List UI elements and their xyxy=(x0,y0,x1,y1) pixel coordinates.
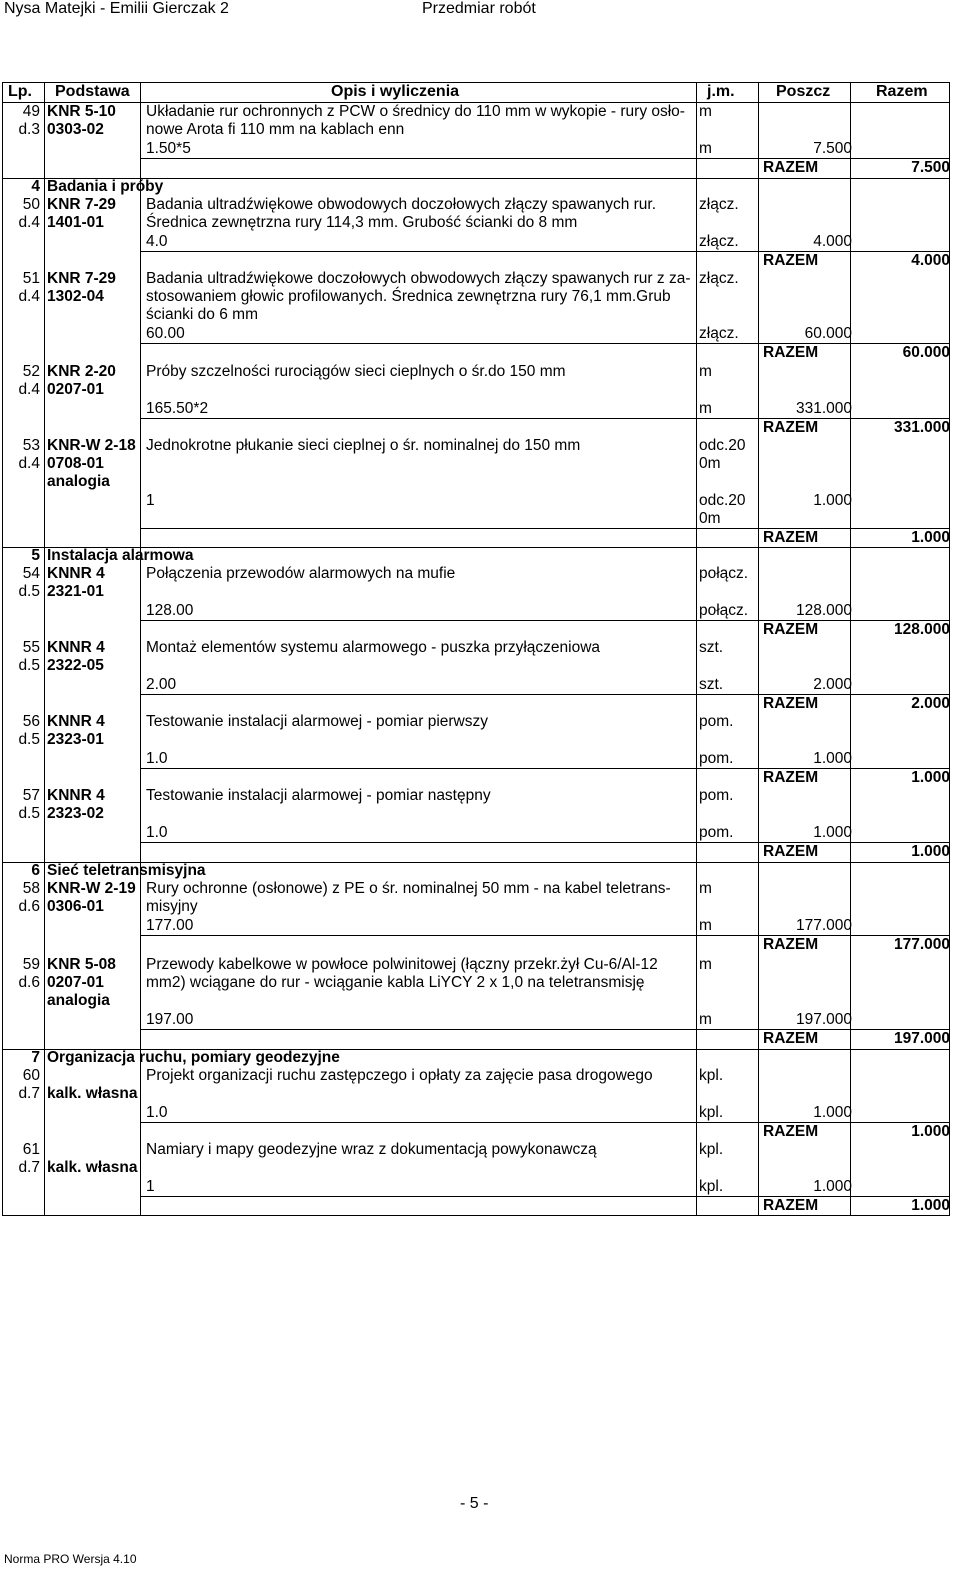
row-unit: odc.20 xyxy=(699,437,746,454)
row-basis: KNNR 4 xyxy=(47,787,105,804)
row-razem-value: 128.000 xyxy=(893,621,950,638)
row-basis-code: 1302-04 xyxy=(47,288,104,305)
row-razem-value: 1.000 xyxy=(911,1197,950,1214)
row-partial-value: 7.500 xyxy=(813,140,852,157)
row-basis-code: kalk. własna xyxy=(47,1159,138,1176)
row-unit: m xyxy=(699,103,712,120)
row-description: Jednokrotne płukanie sieci cieplnej o śr. nominalnej do 150 mm xyxy=(146,437,581,454)
row-partial-value: 2.000 xyxy=(813,676,852,693)
row-razem-label: RAZEM xyxy=(763,344,819,361)
col-opis: Opis i wyliczenia xyxy=(331,83,460,100)
row-lp: 59 xyxy=(22,956,40,973)
row-lp: 51 xyxy=(22,270,40,287)
row-calculation: 2.00 xyxy=(146,676,177,693)
row-calculation: 128.00 xyxy=(146,602,194,619)
row-razem-label: RAZEM xyxy=(763,529,819,546)
row-basis-code: 2323-02 xyxy=(47,805,104,822)
row-razem-value: 1.000 xyxy=(911,843,950,860)
row-unit: pom. xyxy=(699,787,734,804)
row-divider xyxy=(2,1215,950,1216)
row-description: Przewody kabelkowe w powłoce polwinitowej (łączny przekr.żył Cu-6/Al-12 xyxy=(146,956,658,973)
row-description: Projekt organizacji ruchu zastępczego i opłaty za zajęcie pasa drogowego xyxy=(146,1067,653,1084)
row-description: Połączenia przewodów alarmowych na mufie xyxy=(146,565,456,582)
row-basis-code: 0708-01 xyxy=(47,455,104,472)
row-razem-label: RAZEM xyxy=(763,936,819,953)
row-basis: KNR 2-20 xyxy=(47,363,116,380)
row-divider xyxy=(140,343,950,344)
section-title: Badania i próby xyxy=(47,178,164,195)
row-razem-label: RAZEM xyxy=(763,769,819,786)
row-basis-code: 0207-01 xyxy=(47,381,104,398)
section-title: Instalacja alarmowa xyxy=(47,547,194,564)
row-unit: m xyxy=(699,880,712,897)
row-basis: KNR 5-10 xyxy=(47,103,116,120)
row-unit: złącz. xyxy=(699,270,739,287)
row-basis: KNNR 4 xyxy=(47,639,105,656)
row-basis: KNR 7-29 xyxy=(47,196,116,213)
row-basis-code: 2323-01 xyxy=(47,731,104,748)
row-unit: kpl. xyxy=(699,1141,724,1158)
row-basis-code: 1401-01 xyxy=(47,214,104,231)
row-basis-note: analogia xyxy=(47,473,110,490)
row-partial-value: 1.000 xyxy=(813,1178,852,1195)
header-title: Przedmiar robót xyxy=(422,0,536,17)
row-calculation: 4.0 xyxy=(146,233,168,250)
row-lp-chapter: d.4 xyxy=(18,214,40,231)
row-basis-code: 2321-01 xyxy=(47,583,104,600)
row-razem-label: RAZEM xyxy=(763,843,819,860)
row-razem-value: 197.000 xyxy=(893,1030,950,1047)
row-description-line: ścianki do 6 mm xyxy=(146,306,258,323)
row-lp-chapter: d.5 xyxy=(18,657,40,674)
row-partial-value: 197.000 xyxy=(795,1011,852,1028)
row-description-line: stosowaniem głowic profilowanych. Średnica zewnętrzna rury 76,1 mm.Grub xyxy=(146,288,671,305)
row-calculation: 1.0 xyxy=(146,824,168,841)
row-unit: pom. xyxy=(699,713,734,730)
row-unit: m xyxy=(699,363,712,380)
row-divider xyxy=(140,935,950,936)
row-razem-value: 1.000 xyxy=(911,529,950,546)
row-partial-value: 4.000 xyxy=(813,233,852,250)
row-basis-code: 2322-05 xyxy=(47,657,104,674)
row-divider xyxy=(140,694,950,695)
row-lp: 58 xyxy=(22,880,40,897)
row-basis: KNNR 4 xyxy=(47,713,105,730)
row-divider xyxy=(140,1029,950,1030)
column-divider xyxy=(44,82,45,1215)
row-calculation: 1.0 xyxy=(146,750,168,767)
page-header xyxy=(0,0,960,20)
row-calc-unit: połącz. xyxy=(699,602,749,619)
row-description: Namiary i mapy geodezyjne wraz z dokumentacją powykonawczą xyxy=(146,1141,597,1158)
row-partial-value: 60.000 xyxy=(804,325,852,342)
row-description-line: mm2) wciągane do rur - wciąganie kabla LiYCY 2 x 1,0 na teletransmisję xyxy=(146,974,645,991)
row-description: Montaż elementów systemu alarmowego - puszka przyłączeniowa xyxy=(146,639,601,656)
row-description-line: nowe Arota fi 110 mm na kablach enn xyxy=(146,121,405,138)
row-razem-label: RAZEM xyxy=(763,1123,819,1140)
row-calculation: 165.50*2 xyxy=(146,400,209,417)
row-lp-chapter: d.4 xyxy=(18,455,40,472)
row-divider xyxy=(140,251,950,252)
row-divider xyxy=(140,1196,950,1197)
section-number: 4 xyxy=(31,178,40,195)
row-unit: złącz. xyxy=(699,196,739,213)
row-unit: szt. xyxy=(699,639,724,656)
row-unit-cont: 0m xyxy=(699,455,721,472)
row-divider xyxy=(140,528,950,529)
row-description: Układanie rur ochronnych z PCW o średnicy do 110 mm w wykopie - rury osło- xyxy=(146,103,685,120)
row-divider xyxy=(140,842,950,843)
row-partial-value: 1.000 xyxy=(813,750,852,767)
row-razem-value: 331.000 xyxy=(893,419,950,436)
row-razem-label: RAZEM xyxy=(763,159,819,176)
row-basis: KNR 7-29 xyxy=(47,270,116,287)
col-jm: j.m. xyxy=(707,83,735,100)
row-description-line: Średnica zewnętrzna rury 114,3 mm. Grubość ścianki do 8 mm xyxy=(146,214,578,231)
row-description: Badania ultradźwiękowe obwodowych doczołowych złączy spawanych rur. xyxy=(146,196,657,213)
row-lp-chapter: d.7 xyxy=(18,1159,40,1176)
row-calculation: 1 xyxy=(146,1178,155,1195)
row-calc-unit: kpl. xyxy=(699,1178,724,1195)
row-razem-label: RAZEM xyxy=(763,1197,819,1214)
row-description-line: misyjny xyxy=(146,898,198,915)
row-basis-code: kalk. własna xyxy=(47,1085,138,1102)
row-calc-unit: odc.20 xyxy=(699,492,746,509)
row-calc-unit: m xyxy=(699,917,712,934)
row-calc-unit: m xyxy=(699,140,712,157)
row-razem-value: 7.500 xyxy=(911,159,950,176)
row-divider xyxy=(140,418,950,419)
row-calc-unit-cont: 0m xyxy=(699,510,721,527)
row-basis: KNR-W 2-19 xyxy=(47,880,136,897)
section-number: 7 xyxy=(31,1049,40,1066)
row-unit: połącz. xyxy=(699,565,749,582)
row-divider xyxy=(140,620,950,621)
row-calculation: 1.50*5 xyxy=(146,140,191,157)
row-partial-value: 331.000 xyxy=(795,400,852,417)
row-partial-value: 1.000 xyxy=(813,824,852,841)
row-divider xyxy=(140,768,950,769)
row-description: Badania ultradźwiękowe doczołowych obwodowych złączy spawanych rur z za- xyxy=(146,270,691,287)
col-podstawa: Podstawa xyxy=(55,83,130,100)
row-divider xyxy=(2,547,950,548)
row-razem-value: 60.000 xyxy=(902,344,950,361)
row-divider xyxy=(2,82,950,83)
row-calculation: 177.00 xyxy=(146,917,194,934)
row-lp: 56 xyxy=(22,713,40,730)
row-basis: KNR 5-08 xyxy=(47,956,116,973)
row-partial-value: 128.000 xyxy=(795,602,852,619)
row-lp: 55 xyxy=(22,639,40,656)
row-divider xyxy=(140,1122,950,1123)
row-lp-chapter: d.4 xyxy=(18,288,40,305)
row-divider xyxy=(140,158,950,159)
row-razem-label: RAZEM xyxy=(763,252,819,269)
row-lp: 60 xyxy=(22,1067,40,1084)
col-poszcz: Poszcz xyxy=(776,83,831,100)
row-razem-label: RAZEM xyxy=(763,419,819,436)
row-description: Próby szczelności rurociągów sieci cieplnych o śr.do 150 mm xyxy=(146,363,566,380)
row-calculation: 197.00 xyxy=(146,1011,194,1028)
row-partial-value: 177.000 xyxy=(795,917,852,934)
row-divider xyxy=(2,1049,950,1050)
section-number: 6 xyxy=(31,862,40,879)
row-lp: 53 xyxy=(22,437,40,454)
row-razem-value: 1.000 xyxy=(911,1123,950,1140)
row-lp: 54 xyxy=(22,565,40,582)
section-title: Organizacja ruchu, pomiary geodezyjne xyxy=(47,1049,340,1066)
row-calc-unit: pom. xyxy=(699,824,734,841)
row-calculation: 60.00 xyxy=(146,325,185,342)
row-lp-chapter: d.6 xyxy=(18,898,40,915)
row-basis: KNR-W 2-18 xyxy=(47,437,136,454)
row-unit: m xyxy=(699,956,712,973)
row-razem-value: 1.000 xyxy=(911,769,950,786)
row-description: Testowanie instalacji alarmowej - pomiar pierwszy xyxy=(146,713,488,730)
row-calc-unit: złącz. xyxy=(699,233,739,250)
row-razem-value: 177.000 xyxy=(893,936,950,953)
row-basis-note: analogia xyxy=(47,992,110,1009)
row-razem-label: RAZEM xyxy=(763,695,819,712)
column-divider xyxy=(2,82,3,1215)
row-lp: 57 xyxy=(22,787,40,804)
row-basis-code: 0303-02 xyxy=(47,121,104,138)
row-lp: 49 xyxy=(22,103,40,120)
row-calc-unit: pom. xyxy=(699,750,734,767)
row-partial-value: 1.000 xyxy=(813,1104,852,1121)
col-lp: Lp. xyxy=(8,83,32,100)
row-description: Rury ochronne (osłonowe) z PE o śr. nominalnej 50 mm - na kabel teletrans- xyxy=(146,880,671,897)
row-calc-unit: kpl. xyxy=(699,1104,724,1121)
row-lp: 50 xyxy=(22,196,40,213)
row-description: Testowanie instalacji alarmowej - pomiar następny xyxy=(146,787,491,804)
row-unit: kpl. xyxy=(699,1067,724,1084)
row-divider xyxy=(2,862,950,863)
row-lp: 52 xyxy=(22,363,40,380)
row-lp-chapter: d.6 xyxy=(18,974,40,991)
row-basis-code: 0306-01 xyxy=(47,898,104,915)
row-lp-chapter: d.7 xyxy=(18,1085,40,1102)
row-lp-chapter: d.3 xyxy=(18,121,40,138)
row-calc-unit: szt. xyxy=(699,676,724,693)
row-basis-code: 0207-01 xyxy=(47,974,104,991)
row-lp-chapter: d.5 xyxy=(18,583,40,600)
row-calc-unit: złącz. xyxy=(699,325,739,342)
row-lp-chapter: d.5 xyxy=(18,731,40,748)
row-razem-value: 2.000 xyxy=(911,695,950,712)
row-divider xyxy=(2,178,950,179)
row-razem-label: RAZEM xyxy=(763,621,819,638)
section-title: Sieć teletransmisyjna xyxy=(47,862,206,879)
row-basis: KNNR 4 xyxy=(47,565,105,582)
section-number: 5 xyxy=(31,547,40,564)
row-lp: 61 xyxy=(22,1141,40,1158)
row-razem-value: 4.000 xyxy=(911,252,950,269)
row-lp-chapter: d.4 xyxy=(18,381,40,398)
row-calc-unit: m xyxy=(699,1011,712,1028)
footer-software: Norma PRO Wersja 4.10 xyxy=(4,1552,137,1566)
row-calculation: 1 xyxy=(146,492,155,509)
row-razem-label: RAZEM xyxy=(763,1030,819,1047)
row-calc-unit: m xyxy=(699,400,712,417)
page-number: - 5 - xyxy=(460,1495,489,1512)
col-razem: Razem xyxy=(876,83,928,100)
row-lp-chapter: d.5 xyxy=(18,805,40,822)
row-partial-value: 1.000 xyxy=(813,492,852,509)
row-calculation: 1.0 xyxy=(146,1104,168,1121)
header-project: Nysa Matejki - Emilii Gierczak 2 xyxy=(4,0,229,17)
